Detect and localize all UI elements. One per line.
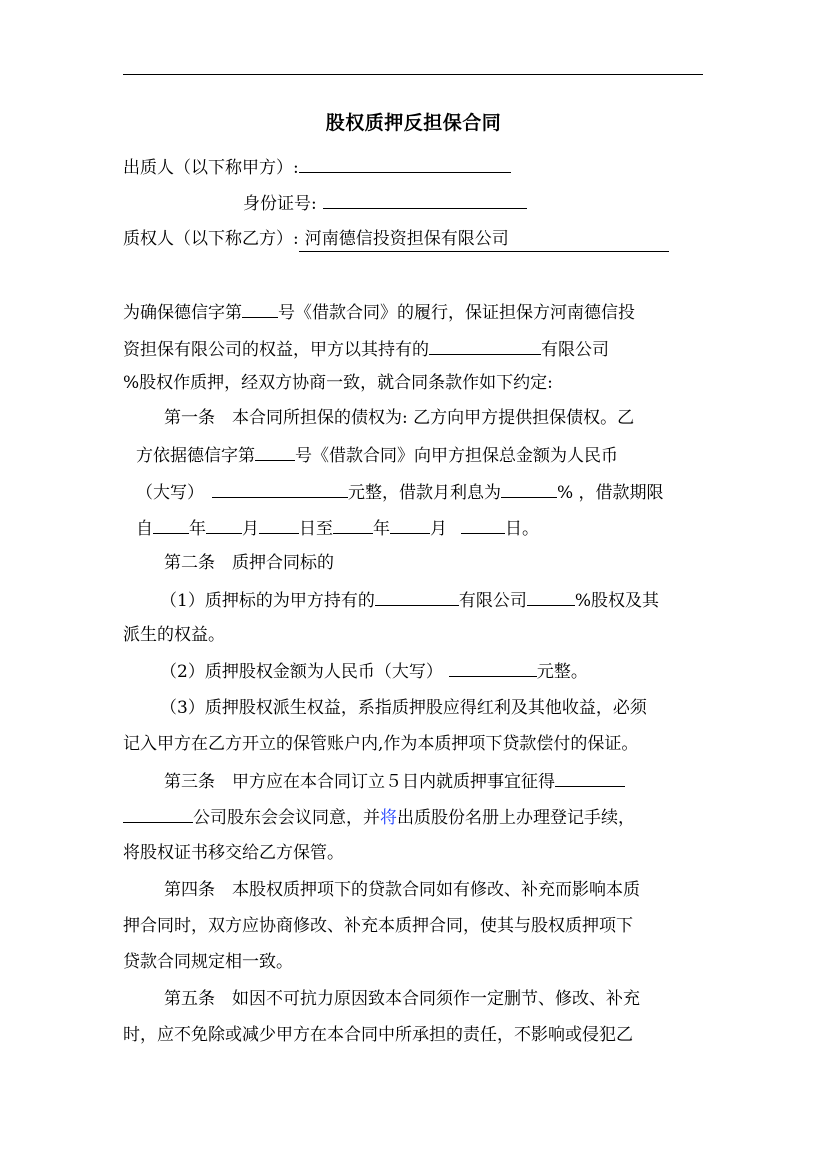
id-number-label: 身份证号: bbox=[243, 194, 317, 214]
pledged-company-blank bbox=[375, 587, 459, 606]
article-2-item-2: （2）质押股权金额为人民币（大写） 元整。 bbox=[160, 658, 588, 684]
end-day-blank bbox=[461, 515, 505, 534]
article-2-item-1-line-2: 派生的权益。 bbox=[123, 625, 225, 645]
article-3-line-2: 公司股东会会议同意，并将出质股份名册上办理登记手续， bbox=[123, 804, 635, 830]
pledged-percent-blank bbox=[527, 587, 575, 606]
article-3-company-blank-b bbox=[123, 804, 193, 823]
article-2-item-3-line-1: （3）质押股权派生权益，系指质押股应得红利及其他收益，必须 bbox=[160, 698, 647, 718]
start-month-blank bbox=[206, 515, 242, 534]
article-3-company-blank-a bbox=[555, 768, 625, 787]
pledge-amount-blank bbox=[449, 658, 537, 677]
article-2-item-3-line-2: 记入甲方在乙方开立的保管账户内,作为本质押项下贷款偿付的保证。 bbox=[123, 734, 639, 754]
preamble-line-2: 资担保有限公司的权益，甲方以其持有的 有限公司 bbox=[123, 336, 609, 362]
id-number-blank bbox=[323, 190, 527, 209]
pledgee-line bbox=[123, 227, 669, 252]
start-day-blank bbox=[259, 515, 299, 534]
preamble-line-1: 为确保德信字第 号《借款合同》的履行，保证担保方河南德信投 bbox=[123, 299, 635, 325]
id-number-line bbox=[243, 190, 527, 216]
highlighted-character: 将 bbox=[380, 808, 397, 828]
document-title: 股权质押反担保合同 bbox=[325, 112, 502, 134]
preamble-line-3: %股权作质押，经双方协商一致，就合同条款作如下约定: bbox=[123, 373, 553, 393]
pledgor-line bbox=[123, 154, 511, 180]
article-4-line-1: 第四条 本股权质押项下的贷款合同如有修改、补充而影响本质 bbox=[164, 880, 640, 900]
start-year-blank bbox=[153, 515, 189, 534]
article-1-line-1: 第一条 本合同所担保的债权为: 乙方向甲方提供担保债权。乙 bbox=[164, 408, 635, 428]
pledgee-label: 质权人（以下称乙方）: bbox=[123, 229, 299, 249]
article-2-item-1-line-1: （1）质押标的为甲方持有的 有限公司 %股权及其 bbox=[160, 587, 659, 613]
end-year-blank bbox=[333, 515, 373, 534]
pledgee-name: 河南德信投资担保有限公司 bbox=[299, 227, 669, 252]
pledgor-label: 出质人（以下称甲方）: bbox=[123, 158, 299, 178]
article-1-line-4: 自 年 月 日至 年 月 日。 bbox=[136, 515, 539, 541]
article-4-line-3: 贷款合同规定相一致。 bbox=[123, 952, 293, 972]
article-3-line-1: 第三条 甲方应在本合同订立５日内就质押事宜征得 bbox=[164, 768, 625, 794]
article-5-line-1: 第五条 如因不可抗力原因致本合同须作一定删节、修改、补充 bbox=[164, 989, 640, 1009]
monthly-interest-blank bbox=[501, 479, 557, 498]
article-5-line-2: 时，应不免除或减少甲方在本合同中所承担的责任，不影响或侵犯乙 bbox=[123, 1025, 633, 1045]
header-rule bbox=[123, 74, 703, 75]
end-month-blank bbox=[390, 515, 430, 534]
article-1-line-3: （大写） 元整，借款月利息为 % ，借款期限 bbox=[136, 479, 664, 505]
company-blank bbox=[429, 336, 541, 355]
article-4-line-2: 押合同时，双方应协商修改、补充本质押合同，使其与股权质押项下 bbox=[123, 916, 633, 936]
amount-words-blank bbox=[212, 479, 348, 498]
article-2-heading: 第二条 质押合同标的 bbox=[164, 553, 334, 573]
pledgor-blank bbox=[299, 154, 511, 173]
article-3-line-3: 将股权证书移交给乙方保管。 bbox=[123, 843, 344, 863]
contract-number-blank bbox=[242, 299, 278, 318]
article-1-line-2: 方依据德信字第 号《借款合同》向甲方担保总金额为人民币 bbox=[136, 442, 618, 468]
loan-contract-number-blank bbox=[255, 442, 295, 461]
